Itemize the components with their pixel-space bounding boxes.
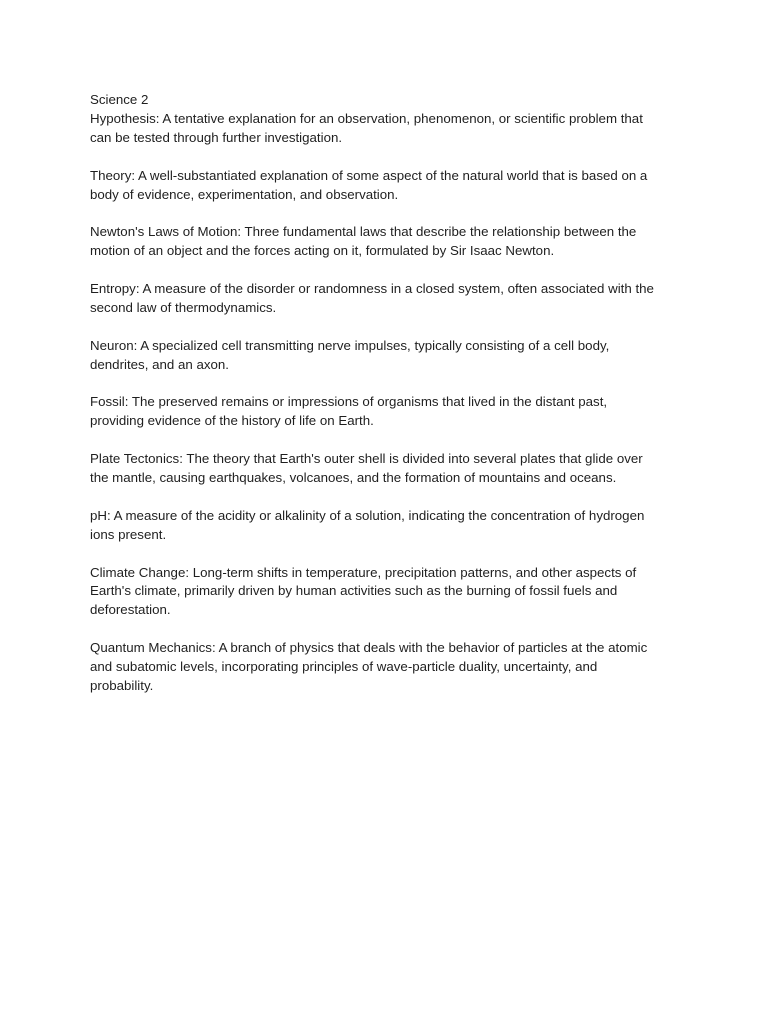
definition-newtons-laws: Newton's Laws of Motion: Three fundamental laws that describe the relationship between the motion of an object and the forces acting on it, formulated by Sir Isaac Newton. <box>90 224 637 259</box>
document-title: Science 2 <box>90 92 149 107</box>
document-body <box>90 91 690 715</box>
definition-entropy: Entropy: A measure of the disorder or randomness in a closed system, often associated with the second law of thermodynamics. <box>90 281 654 315</box>
definition-theory: Theory: A well-substantiated explanation of some aspect of the natural world that is based on a body of evidence, experimentation, and observation. <box>90 167 648 202</box>
definition-ph: pH: A measure of the acidity or alkalinity of a solution, indicating the concentration of hydrogen ions present. <box>90 507 645 542</box>
definition-neuron: Neuron: A specialized cell transmitting nerve impulses, typically consisting of a cell body, dendrites, and an axon. <box>90 337 610 372</box>
definition-plate-tectonics: Plate Tectonics: The theory that Earth's outer shell is divided into several plates that glide over the mantle, causing earthquakes, volcanoes, and the formation of mountains and oceans. <box>90 451 643 486</box>
definition-fossil: Fossil: The preserved remains or impressions of organisms that lived in the distant past, providing evidence of the history of life on Earth. <box>90 394 608 429</box>
definition-climate-change: Climate Change: Long-term shifts in temperature, precipitation patterns, and other aspects of Earth's climate, primarily driven by human activities such as the burning of fossil fuels and deforestation. <box>90 564 637 618</box>
definition-quantum-mechanics: Quantum Mechanics: A branch of physics that deals with the behavior of particles at the atomic and subatomic levels, incorporating principles of wave-particle duality, uncertainty, and probability. <box>90 640 648 693</box>
definition-hypothesis: Hypothesis: A tentative explanation for an observation, phenomenon, or scientific problem that can be tested through further investigation. <box>90 110 643 145</box>
